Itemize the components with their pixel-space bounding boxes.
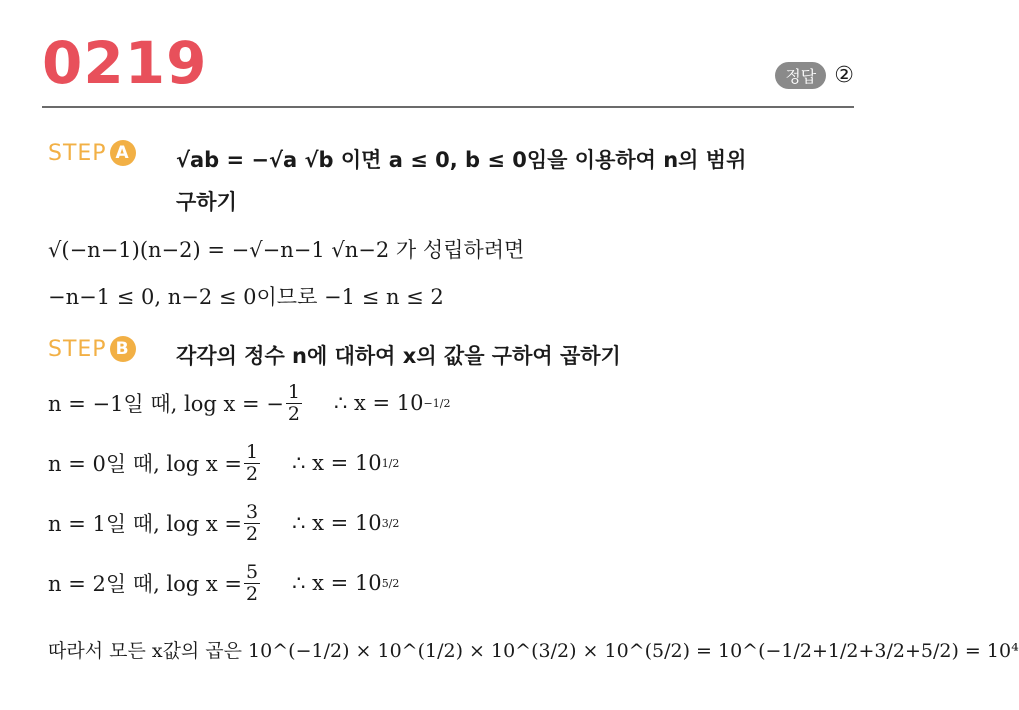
step-a-body-line1: √(−n−1)(n−2) = −√−n−1 √n−2 가 성립하려면 bbox=[48, 238, 525, 262]
case-result: ∴ x = 10 bbox=[292, 451, 382, 476]
step-b-text: STEP bbox=[48, 336, 107, 362]
fraction bbox=[244, 562, 260, 605]
case-row bbox=[48, 382, 450, 425]
step-b-label bbox=[48, 336, 136, 362]
step-a-badge: A bbox=[110, 140, 136, 166]
header-divider bbox=[42, 106, 854, 108]
case-row bbox=[48, 562, 399, 605]
fraction-den: 2 bbox=[287, 402, 300, 425]
step-a-label bbox=[48, 140, 136, 166]
step-a-title-line1: √ab = −√a √b 이면 a ≤ 0, b ≤ 0임을 이용하여 n의 범위 bbox=[176, 148, 747, 172]
case-prefix: n = 1일 때, log x = bbox=[48, 512, 243, 537]
fraction bbox=[244, 442, 260, 485]
answer-value: ② bbox=[834, 63, 854, 88]
case-exponent: 1/2 bbox=[381, 456, 400, 470]
answer-badge: 정답 bbox=[775, 62, 826, 89]
case-result: ∴ x = 10 bbox=[292, 571, 382, 596]
answer-area bbox=[775, 62, 854, 89]
fraction-den: 2 bbox=[246, 462, 259, 485]
step-a-body-line2: −n−1 ≤ 0, n−2 ≤ 0이므로 −1 ≤ n ≤ 2 bbox=[48, 285, 444, 309]
case-exponent: 3/2 bbox=[381, 516, 400, 530]
case-prefix: n = 2일 때, log x = bbox=[48, 572, 243, 597]
fraction bbox=[286, 382, 302, 425]
fraction bbox=[244, 502, 260, 545]
fraction-den: 2 bbox=[246, 582, 259, 605]
case-result: ∴ x = 10 bbox=[292, 511, 382, 536]
fraction-den: 2 bbox=[246, 522, 259, 545]
case-row bbox=[48, 442, 399, 485]
fraction-num: 3 bbox=[246, 501, 259, 523]
step-b-badge: B bbox=[110, 336, 136, 362]
step-b-title: 각각의 정수 n에 대하여 x의 값을 구하여 곱하기 bbox=[176, 344, 621, 368]
problem-number: 0219 bbox=[42, 29, 208, 97]
case-result: ∴ x = 10 bbox=[333, 391, 424, 416]
fraction-num: 1 bbox=[287, 381, 300, 403]
conclusion: 따라서 모든 x값의 곱은 10^(−1/2) × 10^(1/2) × 10^(3/2) × 10^(5/2) = 10^(−1/2+1/2+3/2+5/2) = 10⁴ bbox=[48, 640, 1019, 662]
step-a-title-line2: 구하기 bbox=[176, 190, 237, 214]
case-prefix: n = −1일 때, log x = − bbox=[48, 392, 284, 417]
fraction-num: 1 bbox=[246, 441, 259, 463]
case-row bbox=[48, 502, 399, 545]
case-exponent: 5/2 bbox=[381, 576, 400, 590]
case-exponent: −1/2 bbox=[423, 396, 451, 410]
step-a-text: STEP bbox=[48, 140, 107, 166]
fraction-num: 5 bbox=[246, 561, 259, 583]
case-prefix: n = 0일 때, log x = bbox=[48, 452, 243, 477]
